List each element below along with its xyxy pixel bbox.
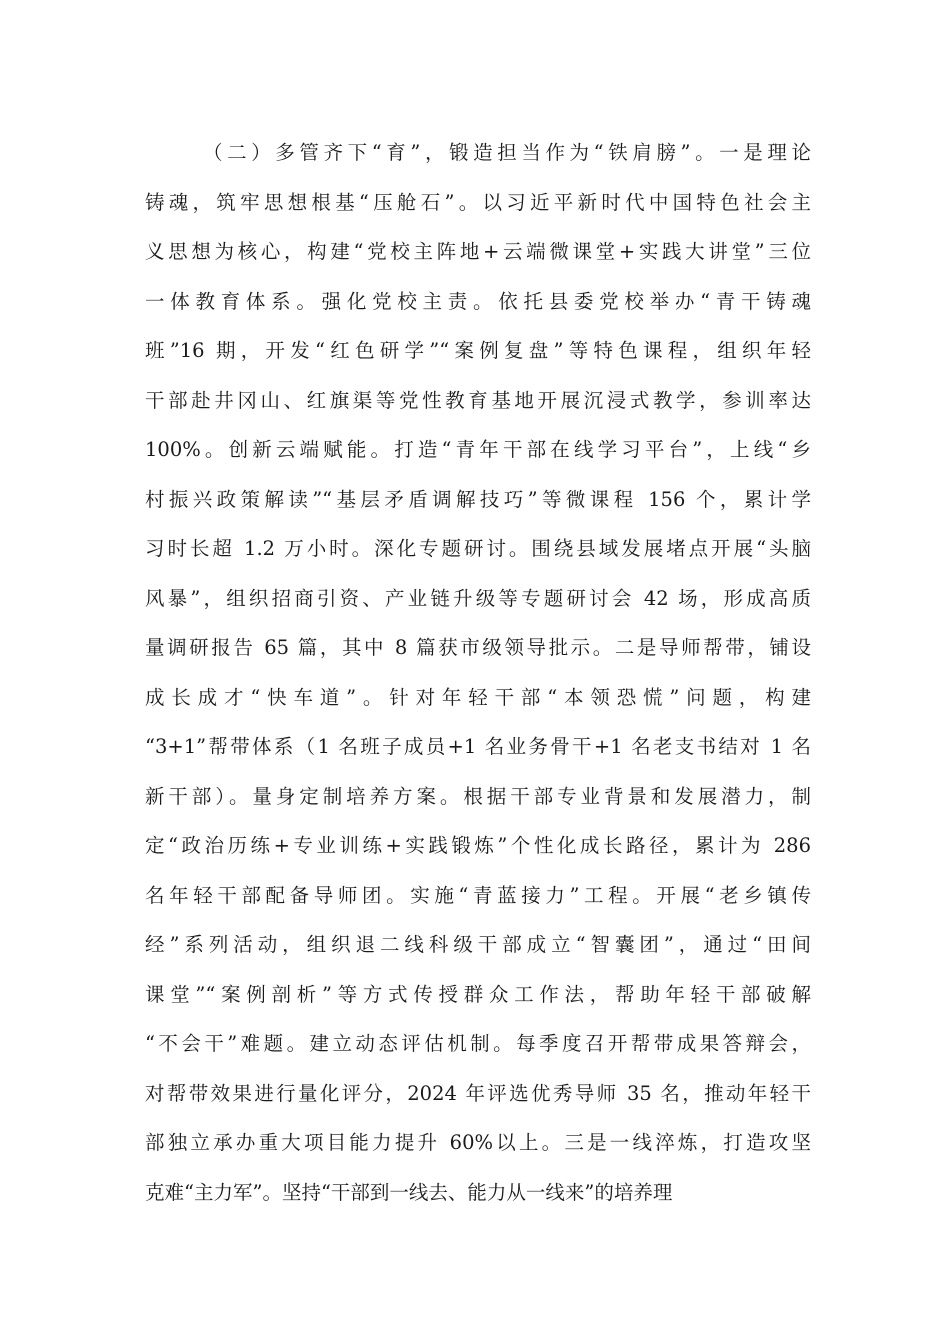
paragraph-line: 新干部）。量身定制培养方案。根据干部专业背景和发展潜力，制 bbox=[145, 784, 811, 808]
paragraph-line: （二）多管齐下“育”，锻造担当作为“铁肩膀”。一是理论 bbox=[203, 141, 811, 164]
paragraph-line: 干部赴井冈山、红旗渠等党性教育基地开展沉浸式教学，参训率达 bbox=[145, 388, 811, 412]
paragraph-line: “3+1”帮带体系（1 名班子成员+1 名业务骨干+1 名老支书结对 1 名 bbox=[145, 735, 811, 758]
paragraph-line: 部独立承办重大项目能力提升 60%以上。三是一线淬炼，打造攻坚 bbox=[145, 1131, 811, 1154]
paragraph-line: 课堂”“案例剖析”等方式传授群众工作法，帮助年轻干部破解 bbox=[145, 982, 811, 1006]
body-paragraph bbox=[145, 128, 811, 1217]
paragraph-line: 克难“主力军”。坚持“干部到一线去、能力从一线来”的培养理 bbox=[145, 1180, 673, 1204]
paragraph-line: 铸魂，筑牢思想根基“压舱石”。以习近平新时代中国特色社会主 bbox=[145, 190, 811, 214]
paragraph-line: 名年轻干部配备导师团。实施“青蓝接力”工程。开展“老乡镇传 bbox=[145, 883, 811, 907]
paragraph-line: 量调研报告 65 篇，其中 8 篇获市级领导批示。二是导师帮带，铺设 bbox=[145, 636, 811, 659]
paragraph-line: 成长成才“快车道”。针对年轻干部“本领恐慌”问题，构建 bbox=[145, 685, 811, 709]
paragraph-line: 义思想为核心，构建“党校主阵地+云端微课堂+实践大讲堂”三位 bbox=[145, 240, 811, 263]
paragraph-line: 习时长超 1.2 万小时。深化专题研讨。围绕县域发展堵点开展“头脑 bbox=[145, 537, 811, 560]
paragraph-line: 100%。创新云端赋能。打造“青年干部在线学习平台”，上线“乡 bbox=[145, 438, 811, 461]
paragraph-line: 经”系列活动，组织退二线科级干部成立“智囊团”，通过“田间 bbox=[145, 933, 811, 956]
paragraph-line: 村振兴政策解读”“基层矛盾调解技巧”等微课程 156 个，累计学 bbox=[145, 487, 811, 511]
paragraph-line: “不会干”难题。建立动态评估机制。每季度召开帮带成果答辩会， bbox=[145, 1032, 811, 1055]
paragraph-line: 风暴”，组织招商引资、产业链升级等专题研讨会 42 场，形成高质 bbox=[145, 586, 811, 610]
paragraph-line: 一体教育体系。强化党校主责。依托县委党校举办“青干铸魂 bbox=[145, 289, 811, 313]
paragraph-line: 定“政治历练+专业训练+实践锻炼”个性化成长路径，累计为 286 bbox=[145, 834, 811, 857]
paragraph-line: 对帮带效果进行量化评分，2024 年评选优秀导师 35 名，推动年轻干 bbox=[145, 1081, 811, 1105]
paragraph-line: 班”16 期，开发“红色研学”“案例复盘”等特色课程，组织年轻 bbox=[145, 339, 811, 362]
